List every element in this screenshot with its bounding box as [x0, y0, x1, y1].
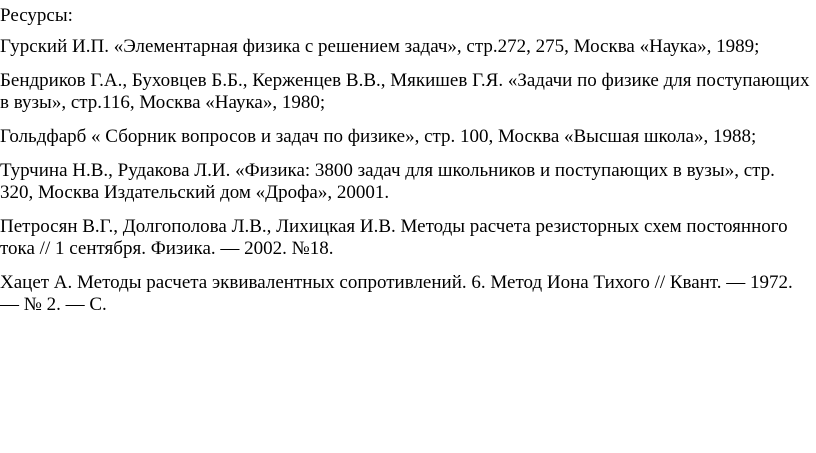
reference-item: Бендриков Г.А., Буховцев Б.Б., Керженцев В.В., Мякишев Г.Я. «Задачи по физике для поступающих в вузы», стр.116, Москва «Наука», 1980;	[0, 70, 810, 113]
resources-heading: Ресурсы:	[0, 5, 73, 26]
reference-item: Гурский И.П. «Элементарная физика с решением задач», стр.272, 275, Москва «Наука», 1989;	[0, 36, 760, 57]
reference-item: Гольдфарб « Сборник вопросов и задач по физике», стр. 100, Москва «Высшая школа», 1988;	[0, 126, 757, 147]
reference-item: Турчина Н.В., Рудакова Л.И. «Физика: 3800 задач для школьников и поступающих в вузы», стр. 320, Москва Издательский дом «Дрофа», 20001.	[0, 160, 775, 203]
reference-item: Хацет А. Методы расчета эквивалентных сопротивлений. 6. Метод Иона Тихого // Квант. — 1972. — № 2. — С.	[0, 272, 793, 315]
reference-list	[0, 36, 812, 328]
reference-item: Петросян В.Г., Долгополова Л.В., Лихицкая И.В. Методы расчета резисторных схем постоянного тока // 1 сентября. Физика. — 2002. №18.	[0, 216, 788, 259]
